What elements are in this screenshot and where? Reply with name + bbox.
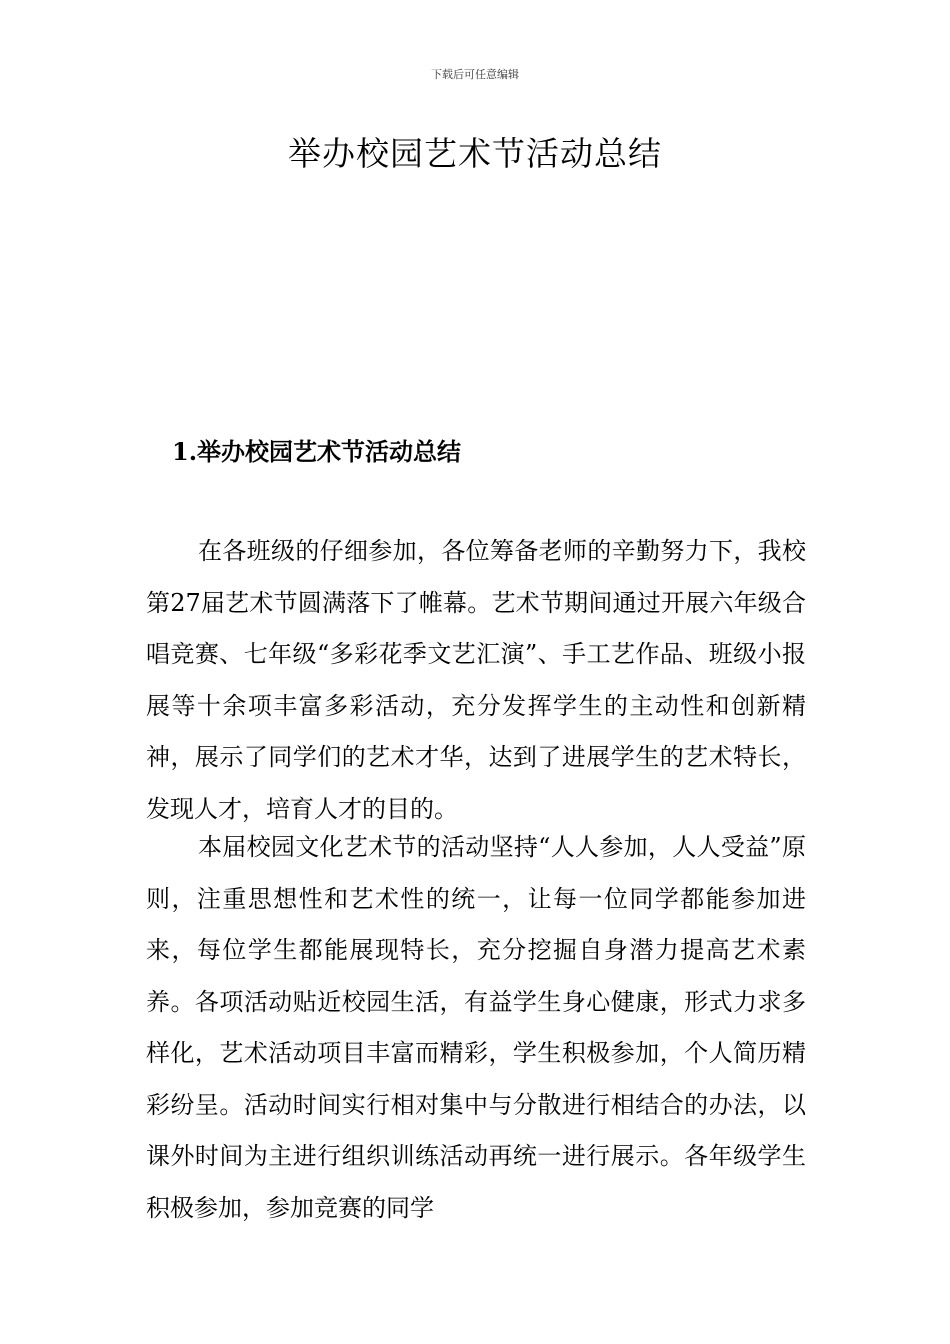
body-paragraph-1: 在各班级的仔细参加，各位筹备老师的辛勤努力下，我校第27届艺术节圆满落下了帷幕。艺术节期间通过开展六年级合唱竞赛、七年级“多彩花季文艺汇演”、手工艺作品、班级小报展等十余项丰富多彩活动，充分发挥学生的主动性和创新精神，展示了同学们的艺术才华，达到了进展学生的艺术特长，发现人才，培育人才的目的。 [146,537,806,823]
document-title: 举办校园艺术节活动总结 [288,134,662,173]
header-note: 下载后可任意编辑 [431,68,519,81]
body-paragraph-2: 本届校园文化艺术节的活动坚持“人人参加，人人受益”原则，注重思想性和艺术性的统一，让每一位同学都能参加进来，每位学生都能展现特长，充分挖掘自身潜力提高艺术素养。各项活动贴近校园生活，有益学生身心健康，形式力求多样化，艺术活动项目丰富而精彩，学生积极参加，个人简历精彩纷呈。活动时间实行相对集中与分散进行相结合的办法，以课外时间为主进行组织训练活动再统一进行展示。各年级学生积极参加，参加竞赛的同学 [146,833,806,1222]
section-heading: 1.举办校园艺术节活动总结 [172,437,462,466]
